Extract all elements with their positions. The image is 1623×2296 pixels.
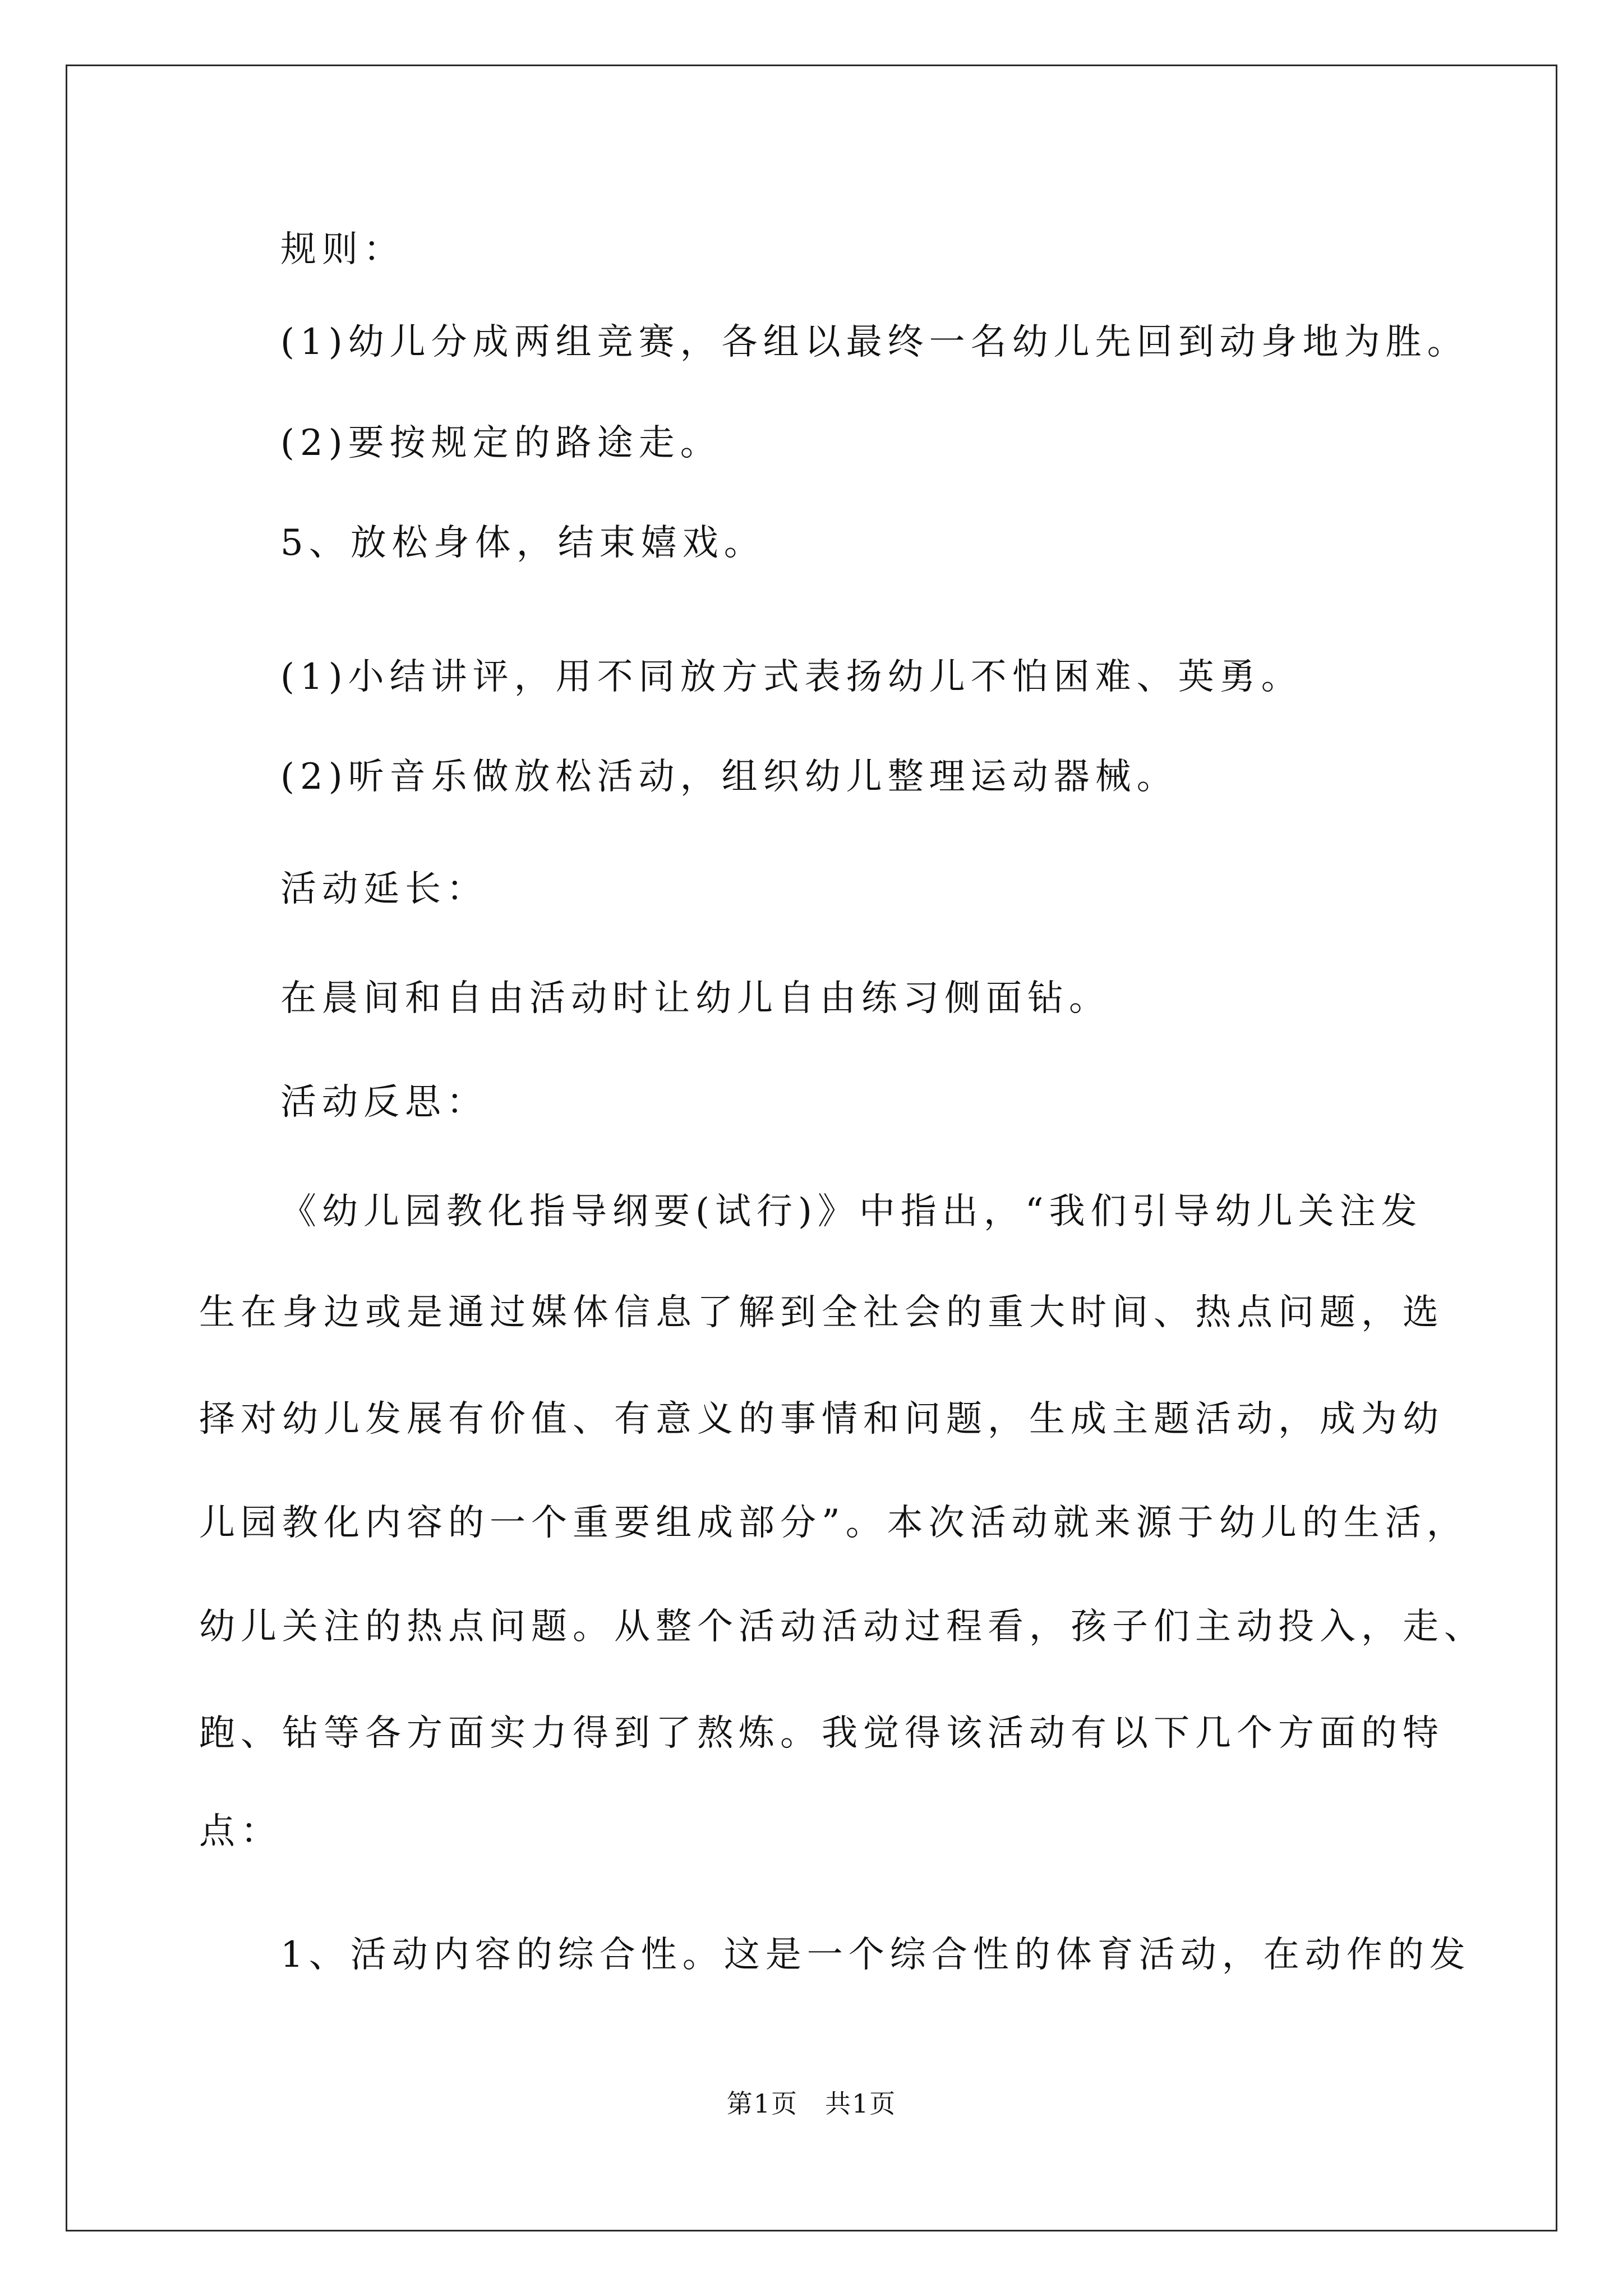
reflection-paragraph-line: 幼儿关注的热点问题。从整个活动活动过程看，孩子们主动投入，走、	[199, 1606, 1486, 1648]
reflection-paragraph-line: 择对幼儿发展有价值、有意义的事情和问题，生成主题活动，成为幼	[199, 1398, 1444, 1440]
rule-item-2: (2)要按规定的路途走。	[280, 422, 722, 464]
reflection-paragraph-line: 生在身边或是通过媒体信息了解到全社会的重大时间、热点问题，选	[199, 1292, 1444, 1333]
feature-item-1: 1、活动内容的综合性。这是一个综合性的体育活动，在动作的发	[280, 1934, 1471, 1976]
reflection-heading: 活动反思：	[280, 1082, 488, 1123]
extension-heading: 活动延长：	[280, 868, 488, 910]
reflection-paragraph-line: 点：	[199, 1811, 282, 1852]
step-5-heading: 5、放松身体，结束嬉戏。	[280, 522, 766, 564]
page-number-footer: 第1页 共1页	[726, 2088, 897, 2119]
rule-item-1: (1)幼儿分成两组竞赛，各组以最终一名幼儿先回到动身地为胜。	[280, 321, 1469, 363]
page-border	[66, 65, 1557, 2231]
reflection-paragraph-line: 儿园教化内容的一个重要组成部分”。本次活动就来源于幼儿的生活，	[199, 1502, 1468, 1544]
rules-heading: 规则：	[280, 229, 405, 270]
reflection-paragraph-line: 《幼儿园教化指导纲要(试行)》中指出，“我们引导幼儿关注发	[280, 1191, 1423, 1232]
step-5-item-1: (1)小结讲评，用不同放方式表扬幼儿不怕困难、英勇。	[280, 656, 1303, 698]
extension-text: 在晨间和自由活动时让幼儿自由练习侧面钻。	[280, 978, 1110, 1019]
step-5-item-2: (2)听音乐做放松活动，组织幼儿整理运动器械。	[280, 756, 1178, 798]
reflection-paragraph-line: 跑、钻等各方面实力得到了熬炼。我觉得该活动有以下几个方面的特	[199, 1713, 1444, 1754]
